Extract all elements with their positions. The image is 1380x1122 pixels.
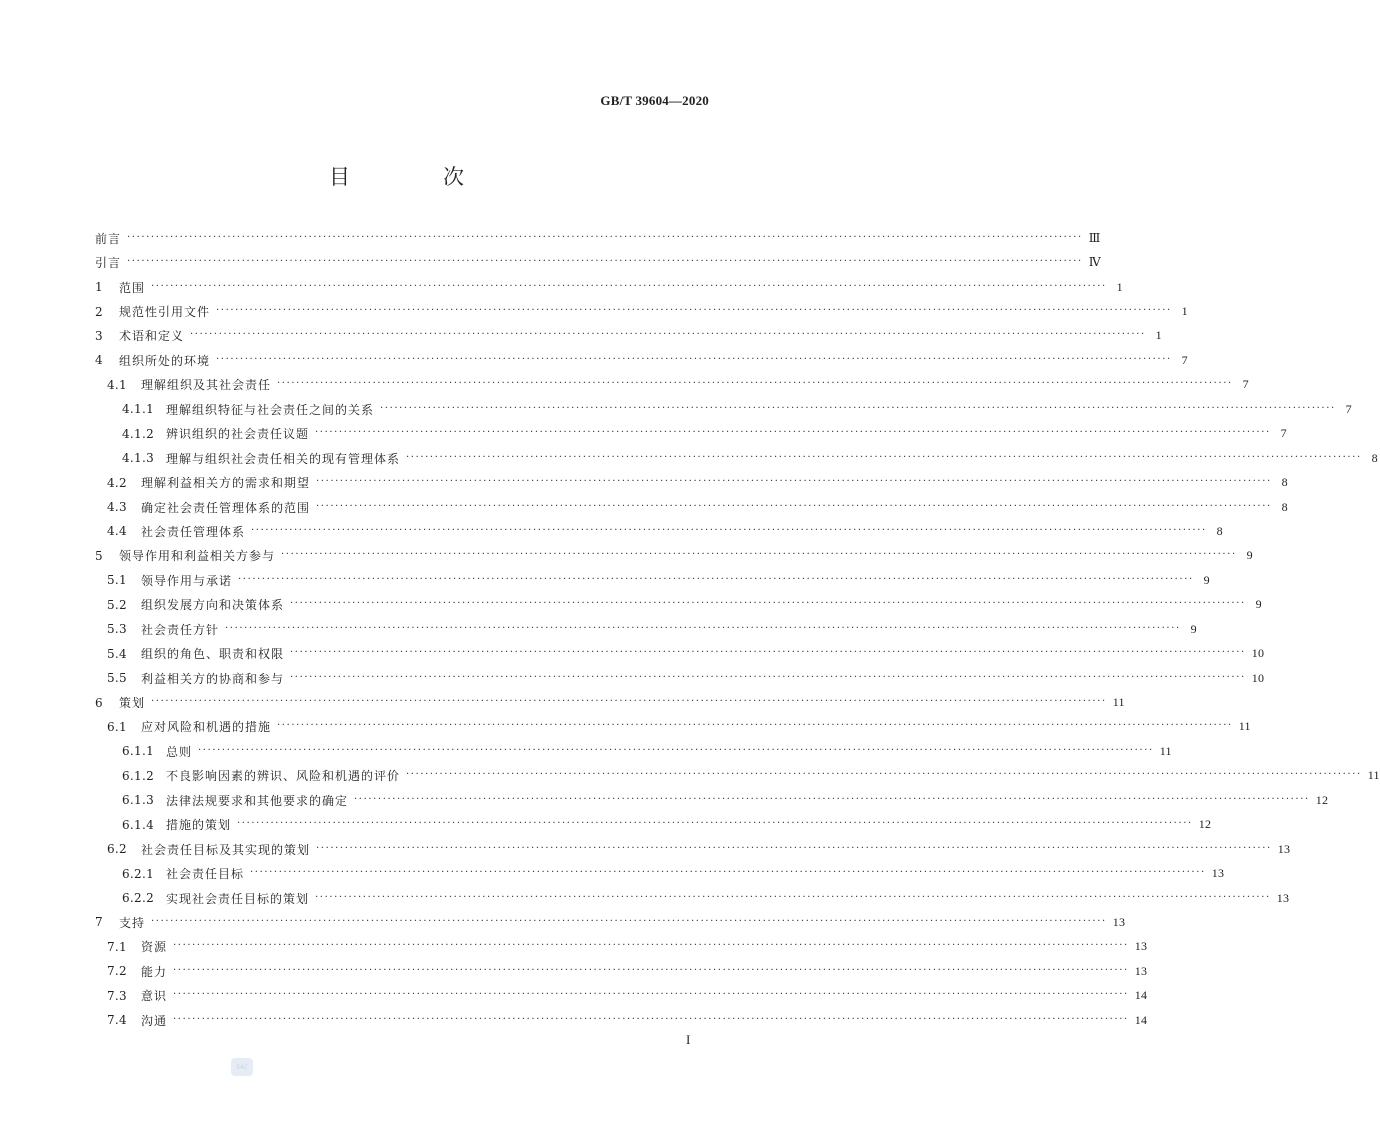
dot-leader: ········································································································································································································ <box>281 549 1237 561</box>
dot-leader: ········································································································································································································ <box>251 524 1207 536</box>
toc-entry-number: 7.2 <box>107 964 127 979</box>
dot-leader: ········································································································································································································ <box>173 1013 1129 1025</box>
page-folio: I <box>686 1032 691 1047</box>
dot-leader: ········································································································································································································ <box>151 280 1107 292</box>
toc-entry[interactable] <box>95 422 1287 446</box>
toc-entry-number: 7 <box>95 915 103 930</box>
toc-entry-label: 组织发展方向和决策体系 <box>141 598 285 613</box>
toc-entry-label: 意识 <box>141 989 168 1004</box>
dot-leader: ········································································································································································································ <box>316 500 1272 512</box>
dot-leader: ········································································································································································································ <box>315 427 1271 439</box>
toc-entry-number: 2 <box>95 304 103 319</box>
toc-entry-page: 11 <box>1367 768 1380 783</box>
toc-entry-label: 引言 <box>95 256 122 271</box>
toc-entry-label: 应对风险和机遇的措施 <box>141 720 272 735</box>
toc-entry-page: 9 <box>1246 548 1253 563</box>
toc-entry-page: 7 <box>1181 352 1188 367</box>
dot-leader: ········································································································································································································ <box>216 353 1172 365</box>
toc-entry-page: 13 <box>1134 963 1148 978</box>
toc-entry-label: 措施的策划 <box>166 818 232 833</box>
toc-entry-label: 辨识组织的社会责任议题 <box>166 427 310 442</box>
toc-entry-label: 前言 <box>95 231 122 246</box>
dot-leader: ········································································································································································································ <box>380 402 1336 414</box>
toc-entry-label: 领导作用和利益相关方参与 <box>119 549 276 564</box>
dot-leader: ········································································································································································································ <box>315 891 1271 903</box>
toc-entry-page: 12 <box>1198 817 1212 832</box>
standard-code: GB/T 39604—2020 <box>600 93 709 108</box>
toc-entry-label: 沟通 <box>141 1013 168 1028</box>
toc-entry-number: 5.1 <box>107 573 127 588</box>
toc-entry-number: 6.1 <box>107 719 127 734</box>
dot-leader: ········································································································································································································ <box>406 451 1362 463</box>
toc-entry-label: 策划 <box>119 696 146 711</box>
toc-entry[interactable] <box>95 250 1101 274</box>
dot-leader: ········································································································································································································ <box>237 818 1193 830</box>
toc-entry-number: 5.2 <box>107 597 127 612</box>
toc-entry-label: 社会责任方针 <box>141 622 220 637</box>
toc-entry-label: 组织的角色、职责和权限 <box>141 647 285 662</box>
toc-entry[interactable] <box>95 519 1223 543</box>
toc-entry-page: 7 <box>1280 426 1287 441</box>
toc-entry-label: 不良影响因素的辨识、风险和机遇的评价 <box>166 769 401 784</box>
toc-entry-number: 5.5 <box>107 671 127 686</box>
dot-leader: ········································································································································································································ <box>290 598 1246 610</box>
toc-entry-page: 14 <box>1134 1012 1148 1027</box>
toc-entry-page: 9 <box>1190 621 1197 636</box>
toc-entry[interactable] <box>95 568 1210 592</box>
toc-entry-page: 13 <box>1134 939 1148 954</box>
toc-entry[interactable] <box>95 397 1352 421</box>
toc-entry-page: 11 <box>1112 695 1125 710</box>
toc-entry-label: 实现社会责任目标的策划 <box>166 891 310 906</box>
toc-entry-label: 理解组织及其社会责任 <box>141 378 272 393</box>
toc-entry-label: 组织所处的环境 <box>119 353 211 368</box>
toc-entry[interactable] <box>95 788 1329 812</box>
toc-entry[interactable] <box>95 299 1188 323</box>
toc-entry-page: 12 <box>1315 792 1329 807</box>
toc-entry-label: 社会责任目标 <box>166 867 245 882</box>
dot-leader: ········································································································································································································ <box>225 622 1181 634</box>
toc-entry-number: 6.2 <box>107 842 127 857</box>
toc-entry-page: 11 <box>1159 743 1172 758</box>
toc-entry-page: Ⅳ <box>1088 255 1101 270</box>
sac-watermark-logo: SAC <box>231 1058 253 1076</box>
dot-leader: ········································································································································································································ <box>151 915 1107 927</box>
dot-leader: ········································································································································································································ <box>216 305 1172 317</box>
toc-entry-number: 6.1.4 <box>122 817 155 832</box>
toc-entry-number: 4.2 <box>107 475 127 490</box>
toc-entry[interactable] <box>95 446 1378 470</box>
dot-leader: ········································································································································································································ <box>290 647 1246 659</box>
toc-entry[interactable] <box>95 984 1148 1008</box>
toc-entry-page: 1 <box>1181 304 1188 319</box>
toc-entry-number: 6.2.2 <box>122 891 155 906</box>
toc-entry[interactable] <box>95 837 1291 861</box>
toc-entry[interactable] <box>95 544 1253 568</box>
toc-entry-number: 7.3 <box>107 988 127 1003</box>
toc-entry[interactable] <box>95 617 1197 641</box>
toc-entry-number: 6.1.3 <box>122 793 155 808</box>
toc-entry-number: 6.1.1 <box>122 744 155 759</box>
toc-entry-label: 术语和定义 <box>119 329 185 344</box>
toc-entry[interactable] <box>95 275 1123 299</box>
toc-entry-label: 法律法规要求和其他要求的确定 <box>166 793 349 808</box>
toc-entry[interactable] <box>95 666 1265 690</box>
toc-entry-number: 4.1 <box>107 377 127 392</box>
toc-entry-label: 总则 <box>166 744 193 759</box>
toc-entry[interactable] <box>95 813 1212 837</box>
dot-leader: ········································································································································································································ <box>238 573 1194 585</box>
toc-entry-number: 6 <box>95 695 103 710</box>
toc-entry-label: 规范性引用文件 <box>119 305 211 320</box>
toc-entry-number: 4.4 <box>107 524 127 539</box>
toc-entry-label: 确定社会责任管理体系的范围 <box>141 500 311 515</box>
dot-leader: ········································································································································································································ <box>127 231 1083 243</box>
dot-leader: ········································································································································································································ <box>127 256 1083 268</box>
toc-entry-number: 1 <box>95 280 103 295</box>
toc-entry[interactable] <box>95 739 1172 763</box>
toc-entry-number: 7.4 <box>107 1013 127 1028</box>
table-of-contents <box>95 226 1380 1032</box>
toc-entry-number: 5.4 <box>107 646 127 661</box>
toc-entry[interactable] <box>95 593 1262 617</box>
toc-entry-label: 理解利益相关方的需求和期望 <box>141 476 311 491</box>
dot-leader: ········································································································································································································ <box>190 329 1146 341</box>
dot-leader: ········································································································································································································ <box>316 476 1272 488</box>
toc-entry-page: 7 <box>1242 377 1249 392</box>
toc-entry[interactable] <box>95 495 1288 519</box>
toc-entry-label: 支持 <box>119 915 146 930</box>
toc-entry[interactable] <box>95 910 1126 934</box>
toc-entry[interactable] <box>95 641 1265 665</box>
toc-entry-number: 4.1.1 <box>122 402 155 417</box>
dot-leader: ········································································································································································································ <box>290 671 1246 683</box>
toc-entry[interactable] <box>95 959 1148 983</box>
toc-entry-page: 13 <box>1112 914 1126 929</box>
page-title: 目 次 <box>329 165 500 189</box>
dot-leader: ········································································································································································································ <box>316 842 1272 854</box>
toc-entry[interactable] <box>95 226 1101 250</box>
dot-leader: ········································································································································································································ <box>250 867 1206 879</box>
toc-entry-label: 领导作用与承诺 <box>141 573 233 588</box>
toc-entry-number: 4 <box>95 353 103 368</box>
toc-entry-page: 10 <box>1251 670 1265 685</box>
toc-entry-page: 8 <box>1371 450 1378 465</box>
toc-entry-page: 8 <box>1216 523 1223 538</box>
toc-entry[interactable] <box>95 470 1288 494</box>
toc-entry-number: 4.3 <box>107 500 127 515</box>
dot-leader: ········································································································································································································ <box>173 940 1129 952</box>
toc-entry-page: 11 <box>1238 719 1251 734</box>
toc-entry-page: 10 <box>1251 646 1265 661</box>
toc-entry-label: 资源 <box>141 940 168 955</box>
toc-entry-page: 7 <box>1345 401 1352 416</box>
toc-entry-label: 理解组织特征与社会责任之间的关系 <box>166 402 375 417</box>
toc-entry-page: 1 <box>1116 279 1123 294</box>
toc-entry-page: 9 <box>1255 597 1262 612</box>
dot-leader: ········································································································································································································ <box>198 744 1154 756</box>
dot-leader: ········································································································································································································ <box>354 793 1310 805</box>
toc-entry[interactable] <box>95 861 1225 885</box>
toc-entry[interactable] <box>95 715 1251 739</box>
toc-entry[interactable] <box>95 373 1249 397</box>
toc-entry-page: 13 <box>1211 866 1225 881</box>
toc-entry-page: Ⅲ <box>1088 230 1101 245</box>
toc-entry[interactable] <box>95 324 1162 348</box>
toc-entry-label: 能力 <box>141 964 168 979</box>
toc-entry-number: 7.1 <box>107 939 127 954</box>
toc-entry-label: 理解与组织社会责任相关的现有管理体系 <box>166 451 401 466</box>
toc-entry-number: 3 <box>95 328 103 343</box>
dot-leader: ········································································································································································································ <box>173 989 1129 1001</box>
toc-entry[interactable] <box>95 886 1290 910</box>
toc-entry-page: 14 <box>1134 988 1148 1003</box>
toc-entry-label: 社会责任目标及其实现的策划 <box>141 842 311 857</box>
toc-entry[interactable] <box>95 764 1380 788</box>
toc-entry-number: 4.1.3 <box>122 451 155 466</box>
toc-entry-label: 范围 <box>119 280 146 295</box>
toc-entry[interactable] <box>95 348 1188 372</box>
toc-entry[interactable] <box>95 1008 1148 1032</box>
toc-entry-label: 利益相关方的协商和参与 <box>141 671 285 686</box>
toc-entry-number: 6.1.2 <box>122 768 155 783</box>
toc-entry-page: 1 <box>1155 328 1162 343</box>
dot-leader: ········································································································································································································ <box>406 769 1362 781</box>
toc-entry-label: 社会责任管理体系 <box>141 524 246 539</box>
toc-entry-page: 13 <box>1277 841 1291 856</box>
dot-leader: ········································································································································································································ <box>173 964 1129 976</box>
toc-entry-number: 5 <box>95 548 103 563</box>
toc-entry-number: 5.3 <box>107 622 127 637</box>
toc-entry-page: 8 <box>1281 499 1288 514</box>
dot-leader: ········································································································································································································ <box>151 696 1107 708</box>
toc-entry[interactable] <box>95 935 1148 959</box>
toc-entry-page: 8 <box>1281 475 1288 490</box>
toc-entry-number: 4.1.2 <box>122 426 155 441</box>
toc-entry[interactable] <box>95 690 1125 714</box>
toc-entry-page: 9 <box>1203 572 1210 587</box>
toc-entry-number: 6.2.1 <box>122 866 155 881</box>
dot-leader: ········································································································································································································ <box>277 378 1233 390</box>
toc-entry-page: 13 <box>1276 890 1290 905</box>
dot-leader: ········································································································································································································ <box>277 720 1233 732</box>
